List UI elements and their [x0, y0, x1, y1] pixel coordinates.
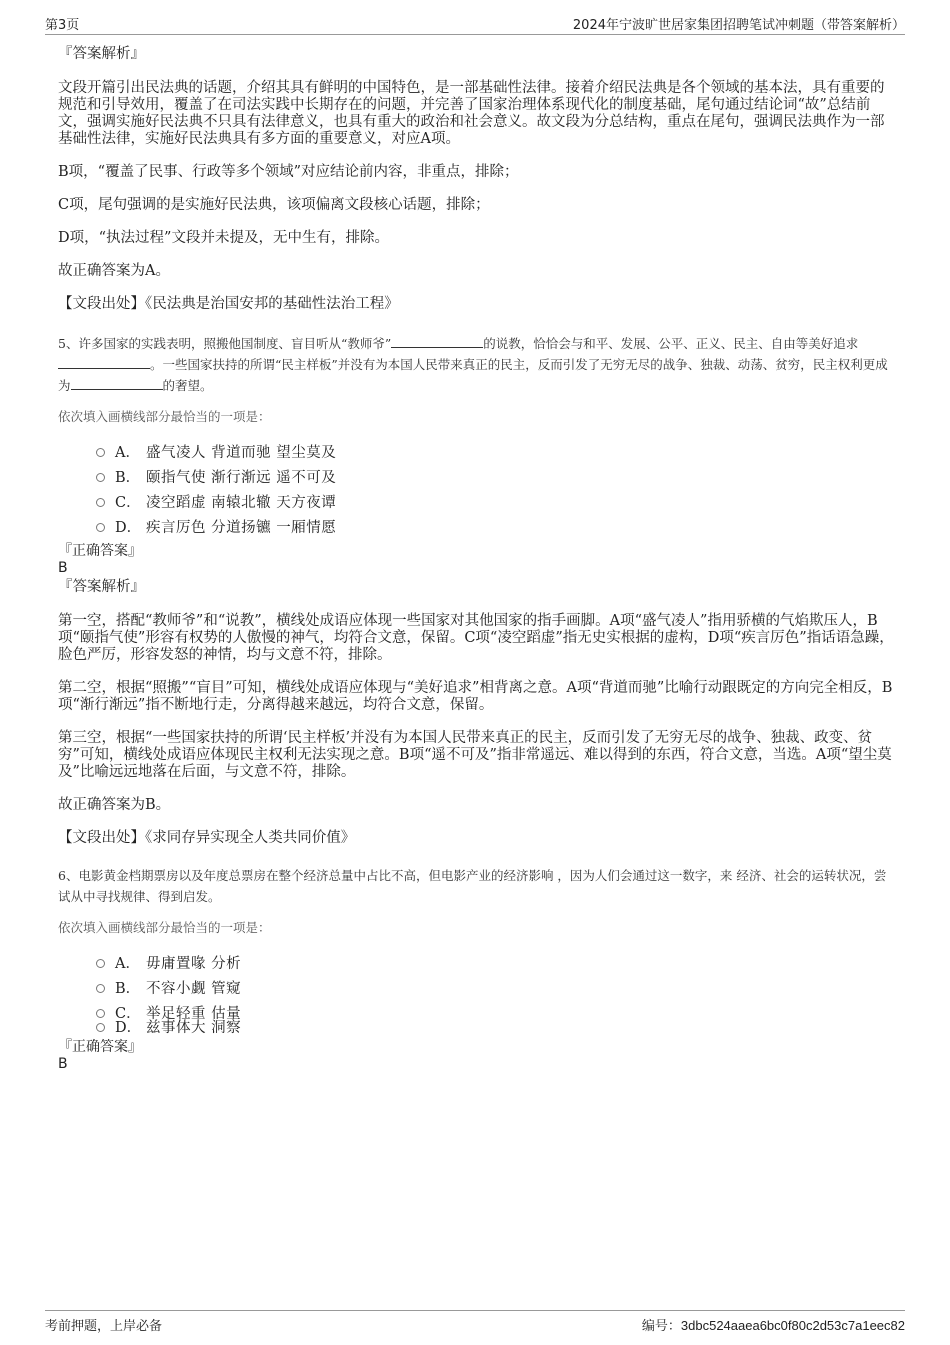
blank-line: [391, 335, 483, 348]
option-letter: D．: [115, 520, 142, 536]
stem-part: 。一些国家扶持的所谓“民主样板”并没有为本国人民带来真正的民主，反而引发了无穷无尽的战争、独裁、动荡、贫穷，民主权利更成为: [58, 357, 888, 393]
option-b[interactable]: [96, 975, 894, 1000]
question-prompt: 依次填入画横线部分最恰当的一项是：: [58, 409, 271, 424]
question-prompt: 依次填入画横线部分最恰当的一项是：: [58, 920, 271, 935]
option-text: 举足轻重 估量: [146, 1006, 242, 1022]
analysis-paragraph: 文段开篇引出民法典的话题，介绍其具有鲜明的中国特色，是一部基础性法律。接着介绍民法典是各个领域的基本法，具有重要的规范和引导效用，覆盖了在司法实践中长期存在的问题，并完善了国家治理体系现代化的制度基础，尾句通过结论词“故”总结前文，强调实施好民法典不只具有法律意义，也具有重大的政治和社会意义。故文段为分总结构，重点在尾句，强调民法典作为一部基础性法律，实施好民法典具有多方面的重要意义，对应A项。: [58, 80, 885, 147]
radio-icon[interactable]: [96, 959, 105, 968]
option-a[interactable]: [96, 439, 894, 464]
radio-icon[interactable]: [96, 523, 105, 532]
option-c[interactable]: [96, 489, 894, 514]
question-stem: 6、电影黄金档期票房以及年度总票房在整个经济总量中占比不高，但电影产业的经济影响 ，因为人们会通过这一数字，来 经济、社会的运转状况，尝试从中寻找规律、得到启发。: [58, 868, 887, 904]
option-c[interactable]: [96, 1000, 894, 1022]
option-text: 不容小觑 管窥: [146, 981, 242, 997]
option-letter: C．: [115, 1006, 141, 1022]
option-letter: C．: [115, 495, 141, 511]
blank-line: [71, 377, 163, 390]
analysis-label: 『答案解析』: [58, 46, 145, 62]
page-header: [45, 14, 905, 35]
option-letter: A．: [115, 956, 140, 972]
conclusion: 故正确答案为B。: [58, 797, 171, 813]
analysis-label: 『答案解析』: [58, 579, 145, 595]
analysis-paragraph: D项，“执法过程”文段并未提及，无中生有，排除。: [58, 230, 389, 246]
option-text: 毋庸置喙 分析: [146, 956, 242, 972]
option-b[interactable]: [96, 464, 894, 489]
footer-code: [642, 1315, 905, 1334]
answer-label: 『正确答案』: [58, 1039, 142, 1055]
option-list: [96, 950, 894, 1039]
option-a[interactable]: [96, 950, 894, 975]
code-label: 编号：: [641, 1319, 681, 1334]
answer-value: B: [58, 1056, 68, 1072]
option-letter: D．: [115, 1020, 142, 1036]
page-number: 第3页: [45, 18, 80, 33]
content: [58, 46, 894, 1073]
page-footer: [45, 1310, 905, 1335]
option-letter: B．: [115, 470, 141, 486]
stem-part: 的奢望。: [162, 378, 213, 393]
option-d[interactable]: [96, 1014, 894, 1039]
analysis-paragraph: 第一空，搭配“教师爷”和“说教”，横线处成语应体现一些国家对其他国家的指手画脚。A项“盛气凌人”指用骄横的气焰欺压人，B项“颐指气使”形容有权势的人傲慢的神气，均符合文意，保留。C项“凌空蹈虚”指无史实根据的虚构，D项“疾言厉色”指话语急躁，脸色严厉，形容发怒的神情，均与文意不符，排除。: [58, 613, 894, 663]
option-text: 凌空蹈虚 南辕北辙 天方夜谭: [146, 495, 337, 511]
analysis-paragraph: 第二空，根据“照搬”“盲目”可知，横线处成语应体现与“美好追求”相背离之意。A项“背道而驰”比喻行动跟既定的方向完全相反，B项“渐行渐远”指不断地行走，分离得越来越远，均符合文意，保留。: [58, 680, 893, 713]
code-value: 3dbc524aaea6bc0f80c2d53c7a1eec82: [680, 1318, 905, 1333]
stem-part: 的说教，恰恰会与和平、发展、公平、正义、民主、自由等美好追求: [483, 336, 859, 351]
option-list: [96, 439, 894, 539]
footer-slogan: 考前押题，上岸必备: [45, 1319, 163, 1334]
answer-value: B: [58, 560, 68, 576]
analysis-paragraph: B项，“覆盖了民事、行政等多个领域”对应结论前内容，非重点，排除；: [58, 164, 519, 180]
stem-part: 5、许多国家的实践表明，照搬他国制度、盲目听从“教师爷”: [58, 336, 392, 351]
answer-label: 『正确答案』: [58, 543, 142, 559]
option-letter: A．: [115, 445, 140, 461]
radio-icon[interactable]: [96, 498, 105, 507]
option-text: 兹事体大 洞察: [146, 1020, 242, 1036]
radio-icon[interactable]: [96, 984, 105, 993]
analysis-paragraph: C项，尾句强调的是实施好民法典，该项偏离文段核心话题，排除；: [58, 197, 490, 213]
analysis-paragraph: 第三空，根据“一些国家扶持的所谓‘民主样板’并没有为本国人民带来真正的民主，反而引发了无穷无尽的战争、独裁、政变、贫穷”可知，横线处成语应体现民主权利无法实现之意。B项“遥不可及”指非常遥远、难以得到的东西，符合文意，当选。A项“望尘莫及”比喻远远地落在后面，与文意不符，排除。: [58, 730, 892, 780]
source: 【文段出处】《求同存异实现全人类共同价值》: [58, 830, 356, 846]
source: 【文段出处】《民法典是治国安邦的基础性法治工程》: [58, 296, 399, 312]
radio-icon[interactable]: [96, 473, 105, 482]
question-stem: [58, 333, 894, 396]
option-text: 疾言厉色 分道扬镳 一厢情愿: [146, 520, 337, 536]
radio-icon[interactable]: [96, 448, 105, 457]
radio-icon[interactable]: [96, 1023, 105, 1032]
document-title: 2024年宁波旷世居家集团招聘笔试冲刺题（带答案解析）: [572, 18, 905, 33]
option-letter: B．: [115, 981, 141, 997]
option-text: 盛气凌人 背道而驰 望尘莫及: [146, 445, 337, 461]
option-d[interactable]: [96, 514, 894, 539]
blank-line: [58, 356, 150, 369]
option-text: 颐指气使 渐行渐远 遥不可及: [146, 470, 337, 486]
conclusion: 故正确答案为A。: [58, 263, 170, 279]
